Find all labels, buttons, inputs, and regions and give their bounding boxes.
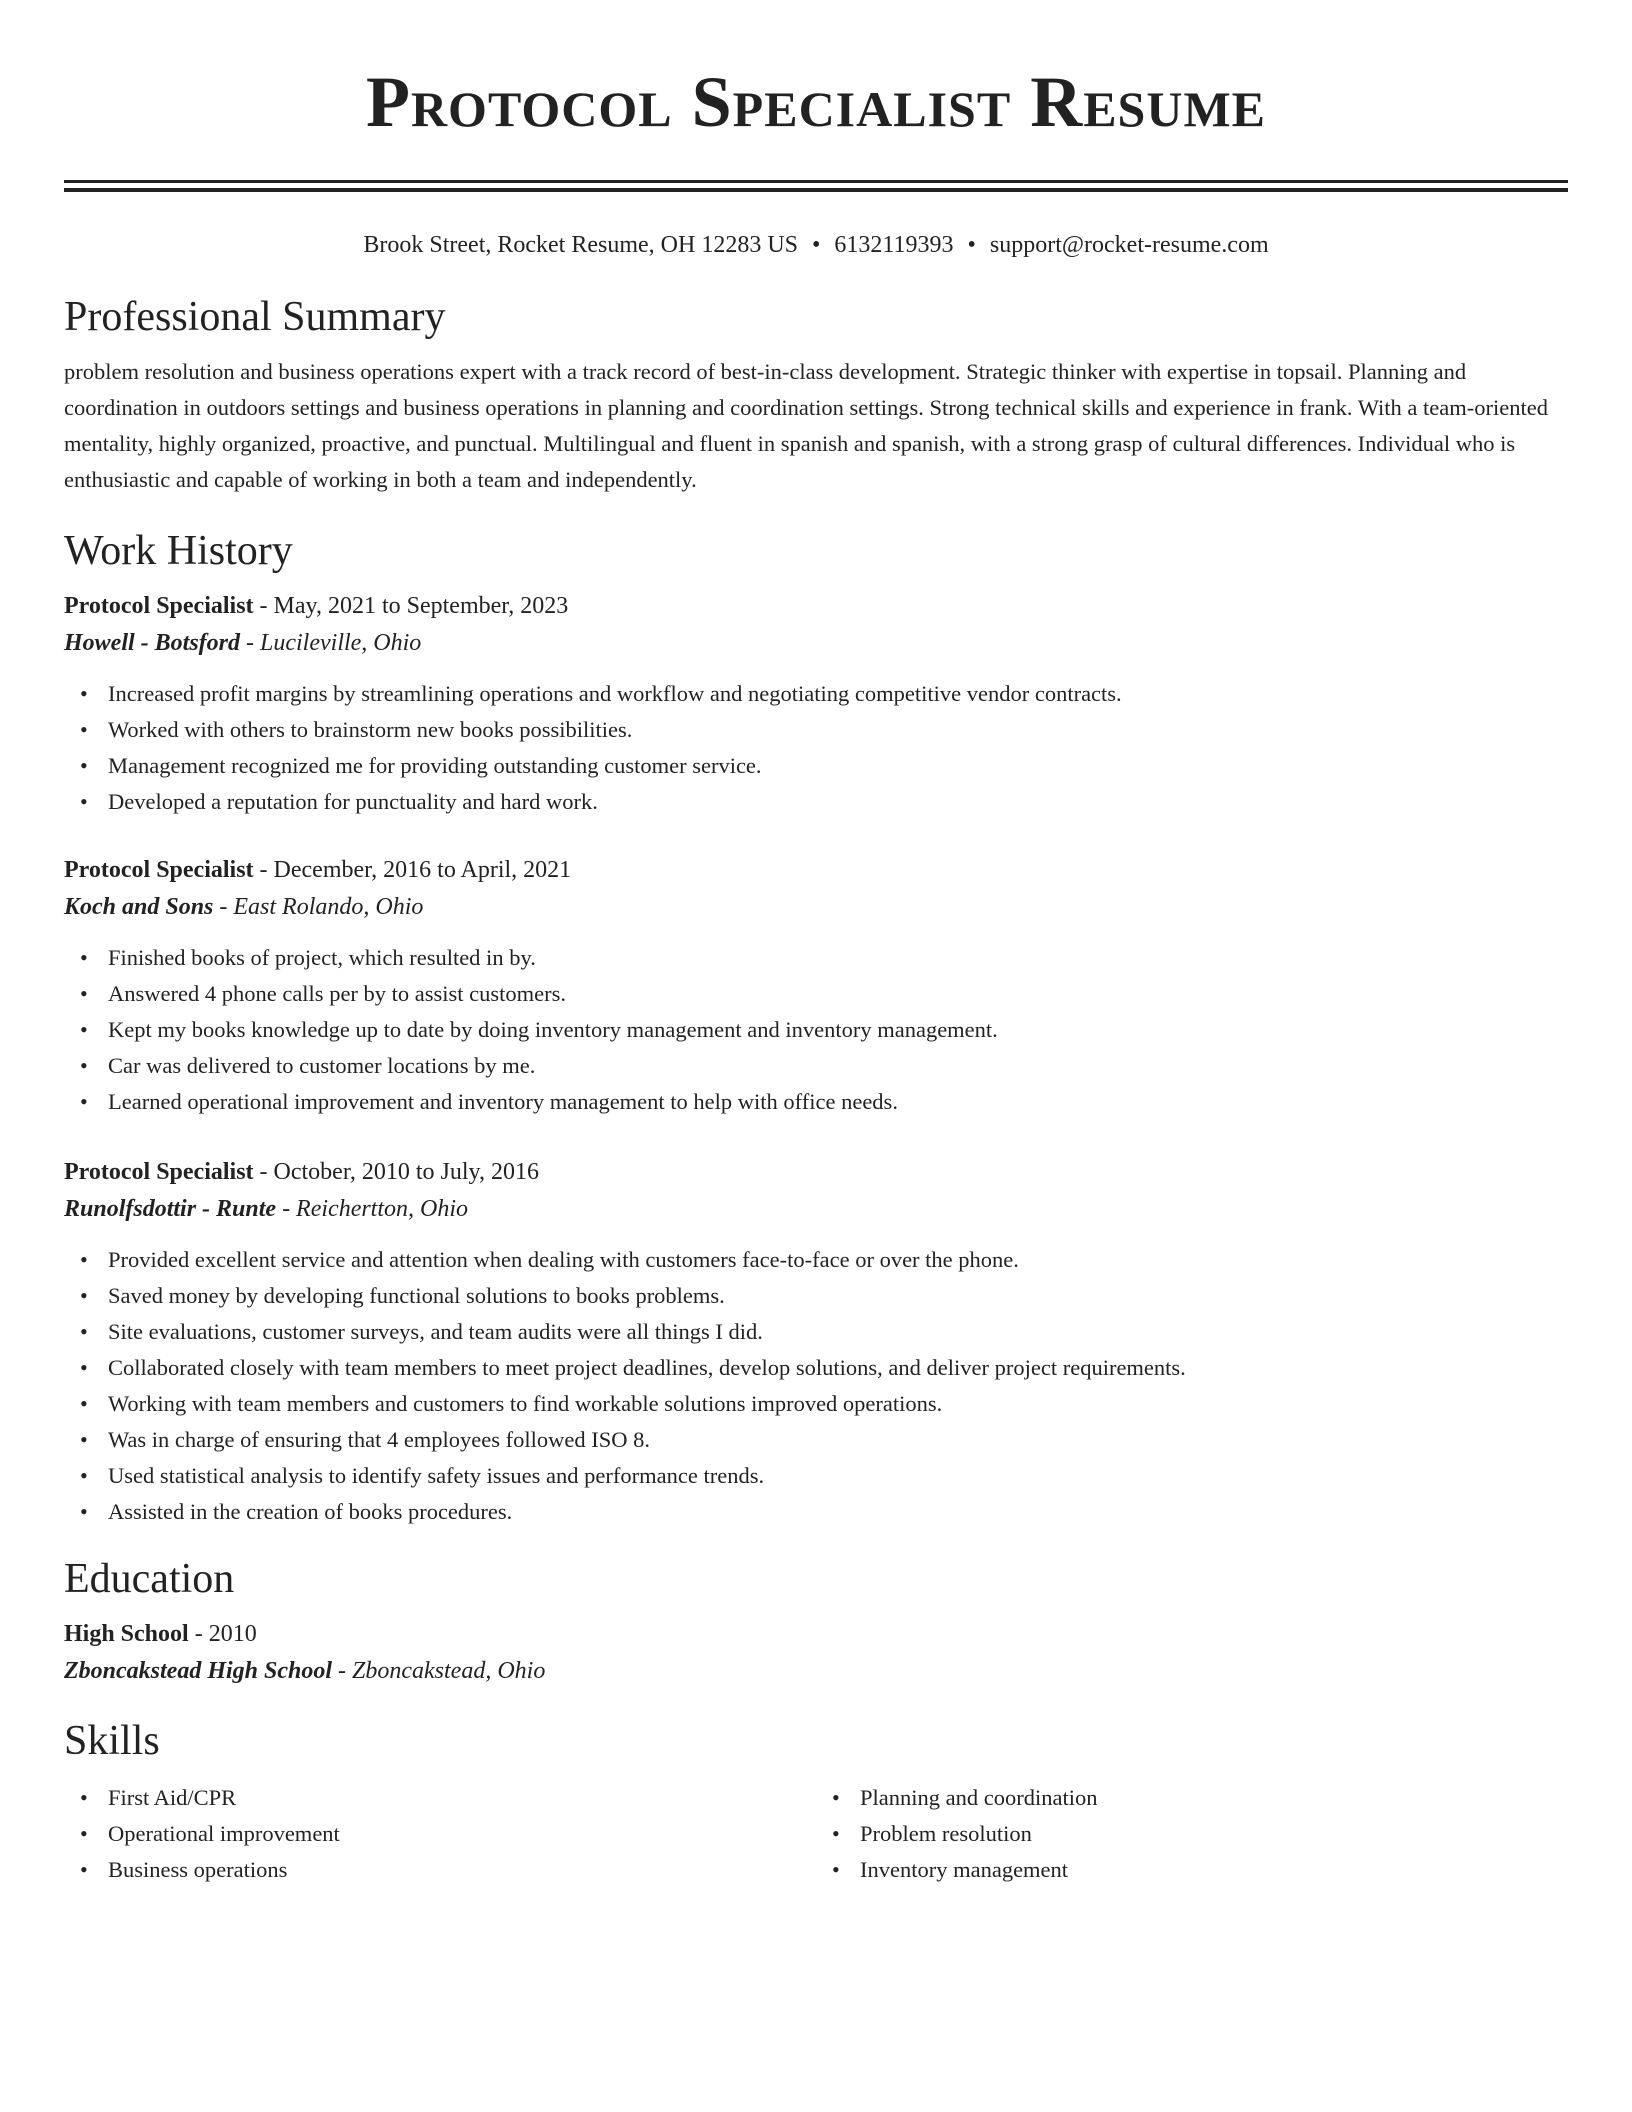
summary-text: problem resolution and business operations expert with a track record of best-in-class development. Strategic thinker with expertise in topsail. Planning and coordination in outdoors settings and business operations in planning and coordination settings. Strong technical skills and experience in frank. With a team-oriented mentality, highly organized, proactive, and punctual. Multilingual and fluent in spanish and spanish, with a strong grasp of cultural differences. Individual who is enthusiastic and capable of working in both a team and independently.: [64, 359, 1548, 492]
list-item: • Assisted in the creation of books procedures.: [108, 1494, 1568, 1530]
job-title-line: [64, 1154, 1568, 1190]
job-company-line: [64, 624, 1568, 662]
job-title: Protocol Specialist: [64, 1159, 254, 1185]
list-item: • Site evaluations, customer surveys, and team audits were all things I did.: [108, 1314, 1568, 1350]
list-item: • Management recognized me for providing outstanding customer service.: [108, 748, 1568, 784]
list-item: • Provided excellent service and attention when dealing with customers face-to-face or over the phone.: [108, 1242, 1568, 1278]
job-location: - Lucileville, Ohio: [240, 630, 422, 656]
job-company: Howell - Botsford: [64, 630, 241, 656]
list-item: • Answered 4 phone calls per by to assist customers.: [108, 976, 1568, 1012]
job-bullet-list: [64, 940, 1568, 1120]
job-bullet-list: [64, 676, 1568, 820]
education-entry: [64, 1616, 1568, 1690]
skills-list-right: [816, 1780, 1568, 1888]
education-heading: Education: [64, 1556, 235, 1602]
skill-item: • Problem resolution: [860, 1816, 1568, 1852]
job-company: Runolfsdottir - Runte: [64, 1196, 277, 1222]
education-school-line: [64, 1652, 1568, 1690]
education-degree-line: [64, 1616, 1568, 1652]
education-section: [64, 1552, 1568, 1690]
skill-item: • Business operations: [108, 1852, 816, 1888]
contact-address: Brook Street, Rocket Resume, OH 12283 US: [363, 232, 798, 258]
contact-separator: •: [967, 232, 976, 258]
job-title: Protocol Specialist: [64, 593, 254, 619]
job-company-line: [64, 1190, 1568, 1228]
list-item: • Finished books of project, which resulted in by.: [108, 940, 1568, 976]
list-item: • Working with team members and customers to find workable solutions improved operations.: [108, 1386, 1568, 1422]
contact-phone[interactable]: 6132119393: [834, 232, 954, 258]
job-location: - East Rolando, Ohio: [213, 894, 424, 920]
job-title-line: [64, 852, 1568, 888]
job-entry: [64, 588, 1568, 820]
list-item: • Collaborated closely with team members to meet project deadlines, develop solutions, and deliver project requirements.: [108, 1350, 1568, 1386]
skill-item: • Inventory management: [860, 1852, 1568, 1888]
title-divider: [64, 180, 1568, 192]
list-item: • Car was delivered to customer locations by me.: [108, 1048, 1568, 1084]
skill-item: • Operational improvement: [108, 1816, 816, 1852]
list-item: • Used statistical analysis to identify safety issues and performance trends.: [108, 1458, 1568, 1494]
skill-item: • First Aid/CPR: [108, 1780, 816, 1816]
summary-section: [64, 290, 1568, 498]
list-item: • Increased profit margins by streamlining operations and workflow and negotiating competitive vendor contracts.: [108, 676, 1568, 712]
job-title-line: [64, 588, 1568, 624]
job-location: - Reichertton, Ohio: [276, 1196, 469, 1222]
contact-email[interactable]: support@rocket-resume.com: [989, 232, 1269, 258]
job-entry: [64, 852, 1568, 1120]
list-item: • Kept my books knowledge up to date by doing inventory management and inventory management.: [108, 1012, 1568, 1048]
job-company-line: [64, 888, 1568, 926]
summary-heading: Professional Summary: [64, 294, 446, 340]
job-dates: - December, 2016 to April, 2021: [253, 857, 572, 883]
job-bullet-list: [64, 1242, 1568, 1530]
list-item: • Worked with others to brainstorm new books possibilities.: [108, 712, 1568, 748]
education-location: - Zboncakstead, Ohio: [332, 1658, 546, 1684]
skills-section: [64, 1714, 1568, 1888]
skills-heading: Skills: [64, 1718, 160, 1764]
job-title: Protocol Specialist: [64, 857, 254, 883]
skills-columns: [64, 1780, 1568, 1888]
education-degree: High School: [64, 1621, 189, 1647]
contact-line: [64, 230, 1568, 260]
job-dates: - October, 2010 to July, 2016: [253, 1159, 539, 1185]
education-year: - 2010: [188, 1621, 257, 1647]
job-dates: - May, 2021 to September, 2023: [253, 593, 569, 619]
skills-list-left: [64, 1780, 816, 1888]
resume-title: Protocol Specialist Resume: [365, 62, 1267, 142]
skill-item: • Planning and coordination: [860, 1780, 1568, 1816]
work-history-heading: Work History: [64, 528, 293, 574]
education-school: Zboncakstead High School: [64, 1658, 333, 1684]
list-item: • Was in charge of ensuring that 4 employees followed ISO 8.: [108, 1422, 1568, 1458]
list-item: • Learned operational improvement and inventory management to help with office needs.: [108, 1084, 1568, 1120]
work-history-section: [64, 524, 1568, 1530]
contact-separator: •: [812, 232, 821, 258]
list-item: • Developed a reputation for punctuality and hard work.: [108, 784, 1568, 820]
list-item: • Saved money by developing functional solutions to books problems.: [108, 1278, 1568, 1314]
job-entry: [64, 1154, 1568, 1530]
job-company: Koch and Sons: [64, 894, 214, 920]
